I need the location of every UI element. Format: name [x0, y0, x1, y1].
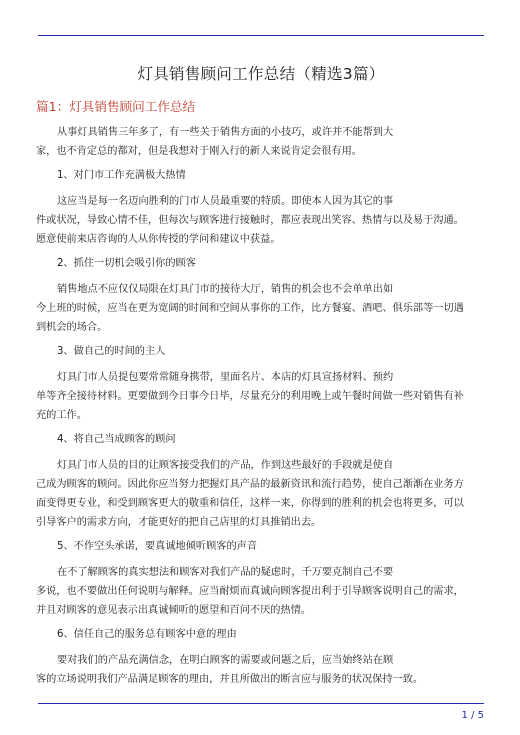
document-body — [36, 62, 486, 695]
tip-heading: 3、做自己的时间的主人 — [57, 346, 166, 357]
tip-line: 己成为顾客的顾问。因此你应当努力把握灯具产品的最新资讯和流行趋势，使自己渐渐在业务方 — [36, 479, 464, 490]
tip-line: 灯具门市人员的目的让顾客接受我们的产品，作到这些最好的手段就是使自 — [57, 460, 394, 471]
tip-line: 这应当是每一名迈向胜利的门市人员最重要的特质。即使本人因为其它的事 — [57, 196, 394, 207]
tip-line: 并且对顾客的意见表示出真诚倾听的愿望和百问不厌的热情。 — [36, 605, 312, 616]
intro-line: 家，也不肯定总的都对，但是我想对于刚入行的新人来说肯定会很有用。 — [36, 146, 362, 157]
tip-heading: 1、对门市工作充满极大热情 — [57, 170, 186, 181]
tip-line: 面变得更专业，和受到顾客更大的敬重和信任，这样一来，你得到的胜利的机会也将更多，可以 — [36, 498, 464, 509]
tip-line: 在不了解顾客的真实想法和顾客对我们产品的疑虑时，千万要克制自己不要 — [57, 567, 394, 578]
tip-heading: 5、不作空头承诺，要真诚地倾听顾客的声音 — [57, 541, 258, 552]
tip-line: 愿意使前来店咨询的人从你传授的学问和建议中获益。 — [36, 234, 281, 245]
tip-line: 件或状况，导致心情不佳，但每次与顾客进行接触时，都应表现出笑容、热情与以及易于沟通。 — [36, 215, 464, 226]
header-rule — [38, 35, 484, 36]
tip-paragraph — [36, 368, 486, 425]
tip-heading: 6、信任自己的服务总有顾客中意的理由 — [57, 629, 237, 640]
tip-paragraph — [36, 456, 486, 532]
footer-rule — [38, 703, 484, 704]
tip-line: 多说，也不要做出任何说明与解释。应当耐烦而真诚向顾客提出利于引导顾客说明自己的需求， — [36, 586, 464, 597]
tip-paragraph — [36, 651, 486, 689]
page-number: 1 / 5 — [461, 710, 484, 721]
tip-paragraph — [36, 563, 486, 620]
tip-line: 到机会的场合。 — [36, 322, 108, 333]
tip-line: 充的工作。 — [36, 410, 87, 421]
tip-line: 要对我们的产品充满信念，在明白顾客的需要或问题之后，应当始终站在顾 — [57, 655, 394, 666]
tip-paragraph — [36, 280, 486, 337]
tip-line: 引导客户的需求方向，才能更好的把自己店里的灯具推销出去。 — [36, 517, 322, 528]
section-title: 篇1：灯具销售顾问工作总结 — [36, 99, 196, 114]
tip-line: 灯具门市人员提包要常常随身携带，里面名片、本店的灯具宣扬材料、预约 — [57, 372, 394, 383]
document-title: 灯具销售顾问工作总结（精选3篇） — [137, 65, 385, 83]
tip-line: 销售地点不应仅仅局限在灯具门市的接待大厅，销售的机会也不会单单出如 — [57, 284, 394, 295]
tip-line: 今上班的时候，应当在更为宽阔的时间和空间从事你的工作，比方餐宴、酒吧、俱乐部等一切遇 — [36, 303, 464, 314]
intro-paragraph — [36, 123, 486, 161]
tip-paragraph — [36, 192, 486, 249]
intro-line: 从事灯具销售三年多了，有一些关于销售方面的小技巧，或许并不能帮到大 — [57, 127, 394, 138]
tip-line: 客的立场说明我们产品满足顾客的理由，并且所做出的断言应与服务的状况保持一致。 — [36, 674, 424, 685]
tip-heading: 4、将自己当成顾客的顾问 — [57, 434, 176, 445]
tip-line: 单等齐全接待材料。更要做到今日事今日毕，尽量充分的利用晚上或午餐时间做一些对销售有补 — [36, 391, 464, 402]
tip-heading: 2、抓住一切机会吸引你的顾客 — [57, 258, 196, 269]
